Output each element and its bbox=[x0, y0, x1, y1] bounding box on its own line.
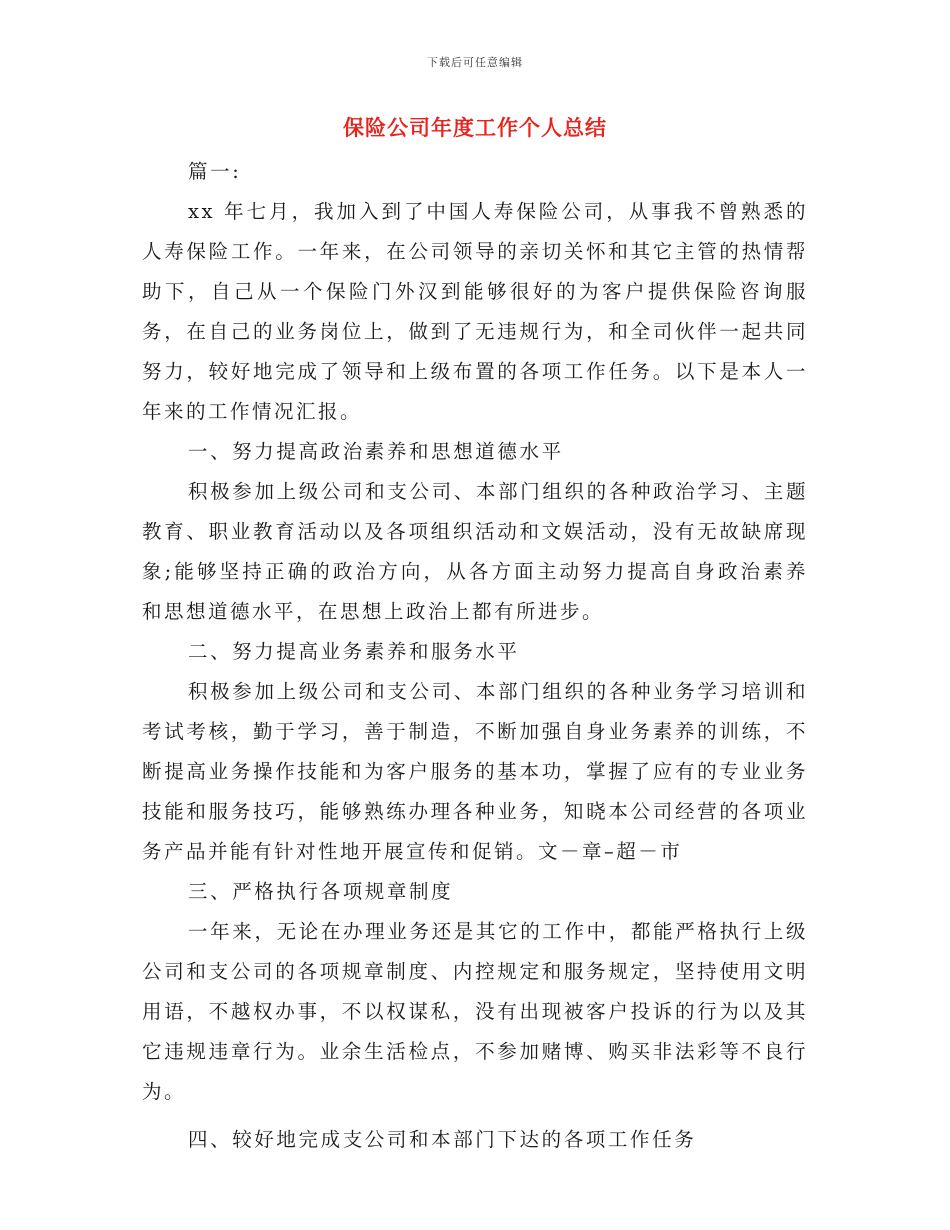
section-heading-2: 二、努力提高业务素养和服务水平 bbox=[188, 640, 520, 663]
section-heading-1: 一、努力提高政治素养和思想道德水平 bbox=[188, 440, 564, 463]
section-heading-3: 三、严格执行各项规章制度 bbox=[188, 880, 454, 903]
intro-paragraph: xx 年七月，我加入到了中国人寿保险公司，从事我不曾熟悉的人寿保险工作。一年来，在公司领导的亲切关怀和其它主管的热情帮助下，自己从一个保险门外汉到能够很好的为客户提供保险咨询服务，在自己的业务岗位上，做到了无违规行为，和全司伙伴一起共同努力，较好地完成了领导和上级布置的各项工作任务。以下是本人一年来的工作情况汇报。 bbox=[142, 200, 808, 423]
section-label: 篇一: bbox=[188, 160, 242, 183]
section-heading-4: 四、较好地完成支公司和本部门下达的各项工作任务 bbox=[188, 1128, 697, 1151]
section-paragraph-2: 积极参加上级公司和支公司、本部门组织的各种业务学习培训和考试考核，勤于学习，善于制造，不断加强自身业务素养的训练，不断提高业务操作技能和为客户服务的基本功，掌握了应有的专业业务技能和服务技巧，能够熟练办理各种业务，知晓本公司经营的各项业务产品并能有针对性地开展宣传和促销。文－章–超－市 bbox=[142, 680, 808, 863]
document-title: 保险公司年度工作个人总结 bbox=[343, 115, 607, 140]
section-paragraph-1: 积极参加上级公司和支公司、本部门组织的各种政治学习、主题教育、职业教育活动以及各项组织活动和文娱活动，没有无故缺席现象;能够坚持正确的政治方向，从各方面主动努力提高自身政治素养和思想道德水平，在思想上政治上都有所进步。 bbox=[142, 480, 808, 623]
section-paragraph-3: 一年来，无论在办理业务还是其它的工作中，都能严格执行上级公司和支公司的各项规章制度、内控规定和服务规定，坚持使用文明用语，不越权办事，不以权谋私，没有出现被客户投诉的行为以及其它违规违章行为。业余生活检点，不参加赌博、购买非法彩等不良行为。 bbox=[142, 920, 808, 1103]
document-body bbox=[142, 152, 808, 1160]
header-note: 下载后可任意编辑 bbox=[427, 56, 523, 69]
